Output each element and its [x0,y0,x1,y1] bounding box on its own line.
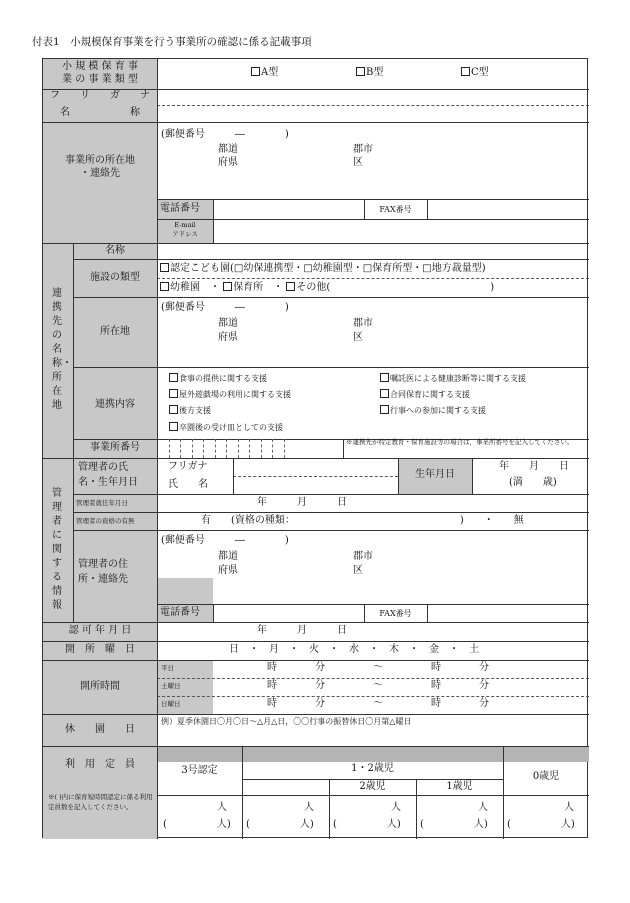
manager-furigana: フリガナ [168,461,208,472]
manager-city-2: 区 [353,565,363,576]
days-label: 開 所 曜 日 [65,644,135,655]
checkbox-icon [461,67,470,76]
capacity-nin: 人 [478,802,488,813]
closed-example: 例）夏季休園日〇月〇日～△月△日，〇〇行事の振替休日〇月第△曜日 [161,717,412,726]
capacity-paren: ( 人) [333,819,401,830]
approval-value: 年 月 日 [257,625,347,636]
manager-namebirth-1: 管理者の氏 [78,462,128,473]
capacity-nin: 人 [564,802,574,813]
checkbox-icon [356,67,365,76]
hours-row-saturday: 土曜日 [161,682,181,690]
capacity-h-2: 2歳児 [359,781,386,792]
email-label-1: E-mail [174,221,196,229]
checkbox-icon [169,405,178,414]
pref-label-2: 府県 [218,157,238,168]
checkbox-icon [160,263,169,272]
capacity-paren: ( 人) [163,819,231,830]
manager-addr-1: 管理者の住 [78,559,128,570]
capacity-h-0: 0歳児 [532,771,560,782]
closed-label: 休 園 日 [65,724,135,735]
content-item-1[interactable]: 食事の提供に関する支援 [169,373,267,384]
hours-ji: 時 [267,680,277,691]
hours-fun: 分 [479,680,489,691]
hours-fun: 分 [479,662,489,673]
since-label: 管理者就任年月日 [76,499,128,507]
capacity-h-12: 1・2歳児 [351,763,394,774]
office-no-label: 事業所番号 [90,442,140,453]
capacity-nin: 人 [304,802,314,813]
label-bg-address [43,122,157,243]
checkbox-icon [169,389,178,398]
type-label-1: 小 規 模 保 育 事 [62,61,138,72]
name-label: 名 称 [60,107,140,118]
hours-tilde: ～ [373,680,383,691]
manager-city-1: 郡市 [353,551,373,562]
checkbox-icon [169,373,178,382]
content-item-6[interactable]: 行事への参加に関する支援 [380,405,486,416]
facility-option-2[interactable]: 幼稚園 ・ 保育所 ・ その他( ) [160,282,494,295]
content-item-7[interactable]: 卒園後の受け皿としての支援 [169,422,283,433]
capacity-h-3go: 3号認定 [181,765,218,776]
capacity-nin: 人 [391,802,401,813]
form-table [42,58,588,838]
manager-pref-1: 都道 [218,551,238,562]
postal-code: (郵便番号 ― ) [161,129,289,140]
manager-fax-label: FAX番号 [379,609,412,618]
hours-fun: 分 [479,698,489,709]
content-item-2[interactable]: 嘱託医による健康診断等に関する支援 [380,373,526,384]
partner-name-label: 名称 [105,245,125,256]
hours-ji: 時 [431,698,441,709]
qualification-value: 有 (資格の種類： ) ・ 無 [201,515,524,526]
checkbox-icon [169,422,178,431]
checkbox-icon [160,282,169,291]
furigana-label: フ リ ガ ナ [50,90,150,101]
since-value: 年 月 日 [257,497,347,508]
tel-label: 電話番号 [160,203,200,214]
approval-label: 認 可 年 月 日 [68,625,132,636]
address-label-2: ・連絡先 [80,168,120,179]
facility-type-label: 施設の類型 [90,272,140,283]
partner-pref-2: 府県 [218,332,238,343]
hours-fun: 分 [315,698,325,709]
pref-label-1: 都道 [218,144,238,155]
city-label-1: 郡市 [353,144,373,155]
hours-ji: 時 [431,662,441,673]
hours-tilde: ～ [373,662,383,673]
checkbox-icon [223,282,232,291]
hours-row-weekday: 平日 [161,664,174,672]
type-label-2: 業 の 事 業 類 型 [62,74,138,85]
manager-shimei: 氏 名 [168,479,208,490]
hours-fun: 分 [315,680,325,691]
facility-option-1[interactable]: 認定こども園(□幼保連携型・□幼稚園型・□保育所型・□地方裁量型) [160,263,486,276]
capacity-nin: 人 [217,802,227,813]
capacity-label: 利 用 定 員 [65,759,135,770]
hours-fun: 分 [315,662,325,673]
hours-ji: 時 [267,698,277,709]
office-no-note: ※連携先が特定教育・保育施設等の場合は，事業所番号を記入してください。 [346,438,574,446]
content-item-4[interactable]: 合同保育に関する支援 [380,389,470,400]
partner-postal: (郵便番号 ― ) [161,302,289,313]
hours-row-sunday: 日曜日 [161,700,181,708]
manager-pref-2: 府県 [218,565,238,576]
days-value: 日 ・ 月 ・ 火 ・ 水 ・ 木 ・ 金 ・ 土 [229,644,479,655]
birth-ymd: 年 月 日 [499,461,569,472]
hours-tilde: ～ [373,698,383,709]
hours-label: 開所時間 [80,681,120,692]
type-option-c[interactable]: C型 [461,67,489,80]
manager-postal: (郵便番号 ― ) [161,535,289,546]
checkbox-icon [286,282,295,291]
form-title: 付表1 小規模保育事業を行う事業所の確認に係る記載事項 [32,36,312,48]
qualification-label: 管理者の資格の有無 [76,517,135,525]
capacity-h-1: 1歳児 [446,781,473,792]
checkbox-icon [380,389,389,398]
type-option-b[interactable]: B型 [356,67,383,80]
birth-age: (満 歳) [509,477,557,488]
capacity-paren: ( 人) [420,819,488,830]
email-label-2: アドレス [172,230,198,238]
type-option-a[interactable]: A型 [251,67,278,80]
checkbox-icon [380,373,389,382]
hours-ji: 時 [267,662,277,673]
capacity-note: ※( )内に保育短時間認定に係る利用定員数を記入してください。 [48,793,153,811]
manager-namebirth-2: 名・生年月日 [78,477,138,488]
fax-label: FAX番号 [379,205,412,214]
manager-addr-2: 所・連絡先 [78,574,128,585]
header-bg-capacity [157,746,589,762]
partner-city-1: 郡市 [353,318,373,329]
partner-side-label: 連携先の名称・所在地 [52,288,72,411]
address-label-1: 事業所の所在地 [65,155,135,166]
hours-ji: 時 [431,680,441,691]
manager-side-label: 管理者に関する情報 [52,488,62,611]
checkbox-icon [251,67,260,76]
birth-label: 生年月日 [415,469,455,480]
partner-pref-1: 都道 [218,318,238,329]
content-item-3[interactable]: 屋外遊戯場の利用に関する支援 [169,389,291,400]
manager-tel-label: 電話番号 [160,607,200,618]
content-label: 連携内容 [95,399,135,410]
capacity-paren: ( 人) [507,819,575,830]
partner-location-label: 所在地 [100,326,130,337]
city-label-2: 区 [353,157,363,168]
partner-city-2: 区 [353,332,363,343]
checkbox-icon [380,405,389,414]
content-item-5[interactable]: 後方支援 [169,405,211,416]
capacity-paren: ( 人) [246,819,314,830]
